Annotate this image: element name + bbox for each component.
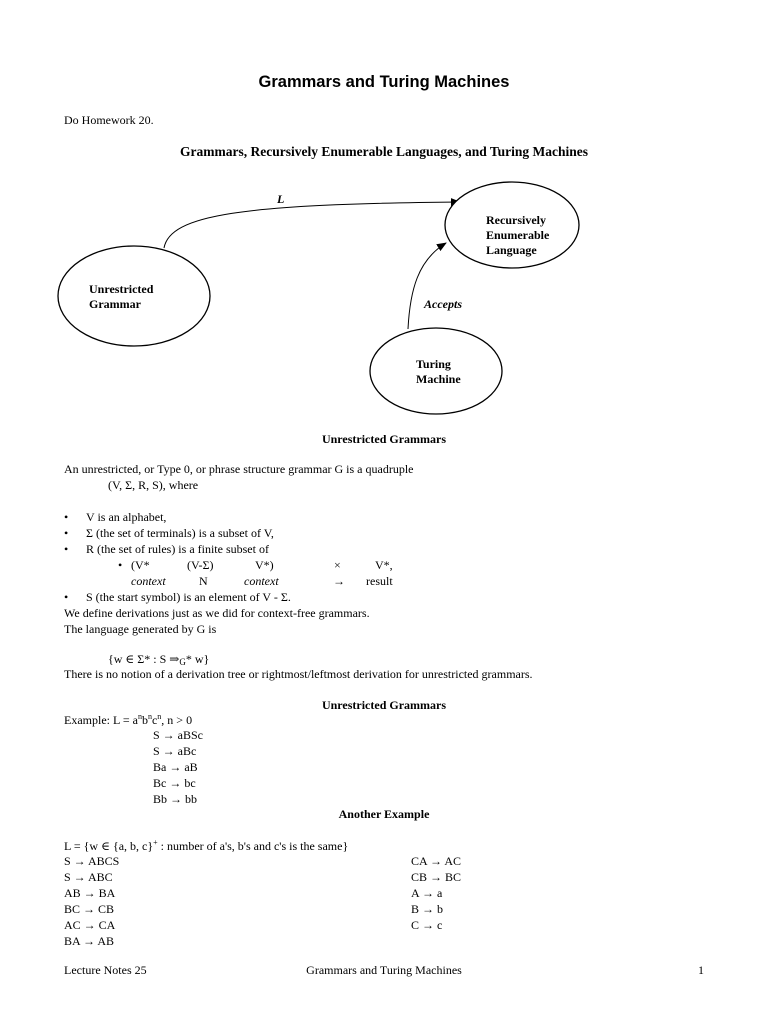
list-item: S (the start symbol) is an element of V - Σ.	[86, 590, 291, 604]
node-label-line: Language	[486, 243, 537, 257]
grammar-rule: S → ABC	[64, 870, 113, 884]
footer-left: Lecture Notes 25	[64, 963, 147, 977]
edge-machine-to-language	[408, 243, 446, 329]
rule-caption: context	[131, 574, 166, 588]
grammar-rule: B → b	[411, 902, 444, 916]
rule-cell: V*)	[255, 558, 274, 572]
list-item: R (the set of rules) is a finite subset of	[86, 542, 269, 556]
expression-exponent: n	[157, 712, 162, 721]
paragraph-line: There is no notion of a derivation tree or rightmost/leftmost derivation for unrestricted grammars.	[64, 667, 533, 681]
rule-cell: V*,	[375, 558, 393, 572]
expression-part: Example: L = a	[64, 713, 138, 727]
definition-line: (V, Σ, R, S), where	[108, 478, 199, 492]
expression-part: , n > 0	[161, 713, 193, 727]
node-unrestricted-grammar	[58, 246, 210, 346]
grammar-rule: Bc → bc	[153, 776, 196, 790]
node-label-line: Unrestricted	[89, 282, 154, 296]
bullet-icon: •	[64, 526, 69, 540]
node-label-line: Grammar	[89, 297, 141, 311]
rule-cell: (V*	[131, 558, 150, 572]
grammar-rule: CB → BC	[411, 870, 462, 884]
node-label-line: Enumerable	[486, 228, 550, 242]
expression-part: b	[141, 713, 148, 727]
rule-caption: context	[244, 574, 279, 588]
rule-caption: N	[199, 574, 208, 588]
grammar-rule: C → c	[411, 918, 443, 932]
grammar-rule: Bb → bb	[153, 792, 198, 806]
page-number: 1	[698, 963, 704, 977]
definition-line: An unrestricted, or Type 0, or phrase structure grammar G is a quadruple	[64, 462, 414, 476]
edge-label-l: L	[277, 192, 285, 206]
bullet-icon: •	[118, 558, 123, 572]
grammar-rule: S → aBSc	[153, 728, 204, 742]
list-item: V is an alphabet,	[86, 510, 167, 524]
homework-note: Do Homework 20.	[64, 113, 154, 127]
another-example-definition	[64, 838, 348, 854]
expression-part: * w}	[185, 652, 210, 666]
expression-subscript: G	[179, 657, 186, 667]
expression-part: L = {w ∈ {a, b, c}	[64, 839, 154, 853]
footer-center: Grammars and Turing Machines	[306, 963, 462, 977]
grammar-rule: S → ABCS	[64, 854, 120, 868]
expression-part: {w ∈ Σ* : S ⇒	[108, 652, 180, 666]
rule-cell: (V-Σ)	[187, 558, 214, 572]
node-label-line: Recursively	[486, 213, 546, 227]
section-heading-unrestricted-grammars-2: Unrestricted Grammars	[321, 698, 447, 712]
rule-caption: result	[366, 574, 393, 588]
paragraph-line: The language generated by G is	[64, 622, 217, 636]
grammar-rule: AB → BA	[64, 886, 116, 900]
grammar-rule: Ba → aB	[153, 760, 198, 774]
node-label-line: Machine	[416, 372, 461, 386]
grammar-rule: BC → CB	[64, 902, 115, 916]
section-heading-unrestricted-grammars: Unrestricted Grammars	[321, 432, 447, 446]
node-label-line: Turing	[416, 357, 451, 371]
rule-caption: →	[333, 574, 345, 588]
expression-exponent: +	[153, 838, 158, 847]
section-heading-grammars-re-tm: Grammars, Recursively Enumerable Languages, and Turing Machines	[179, 144, 589, 159]
expression-exponent: n	[137, 712, 142, 721]
rule-cell: ×	[334, 558, 341, 572]
grammar-rule: AC → CA	[64, 918, 116, 932]
example-definition	[64, 712, 192, 728]
bullet-icon: •	[64, 510, 69, 524]
list-item: Σ (the set of terminals) is a subset of V,	[86, 526, 274, 540]
expression-exponent: n	[147, 712, 152, 721]
node-turing-machine	[370, 328, 502, 414]
bullet-icon: •	[64, 590, 69, 604]
language-set-expression	[108, 652, 209, 667]
bullet-icon: •	[64, 542, 69, 556]
grammar-rule: CA → AC	[411, 854, 462, 868]
grammar-rule: BA → AB	[64, 934, 115, 948]
grammar-language-machine-diagram	[0, 180, 768, 420]
grammar-rule: S → aBc	[153, 744, 197, 758]
grammar-rule: A → a	[411, 886, 443, 900]
section-heading-another-example: Another Example	[338, 807, 430, 821]
edge-label-accepts: Accepts	[424, 297, 462, 311]
paragraph-line: We define derivations just as we did for context-free grammars.	[64, 606, 370, 620]
page-title: Grammars and Turing Machines	[258, 73, 510, 91]
edge-grammar-to-language	[164, 202, 460, 248]
expression-part: : number of a's, b's and c's is the same}	[157, 839, 349, 853]
expression-part: c	[151, 713, 158, 727]
